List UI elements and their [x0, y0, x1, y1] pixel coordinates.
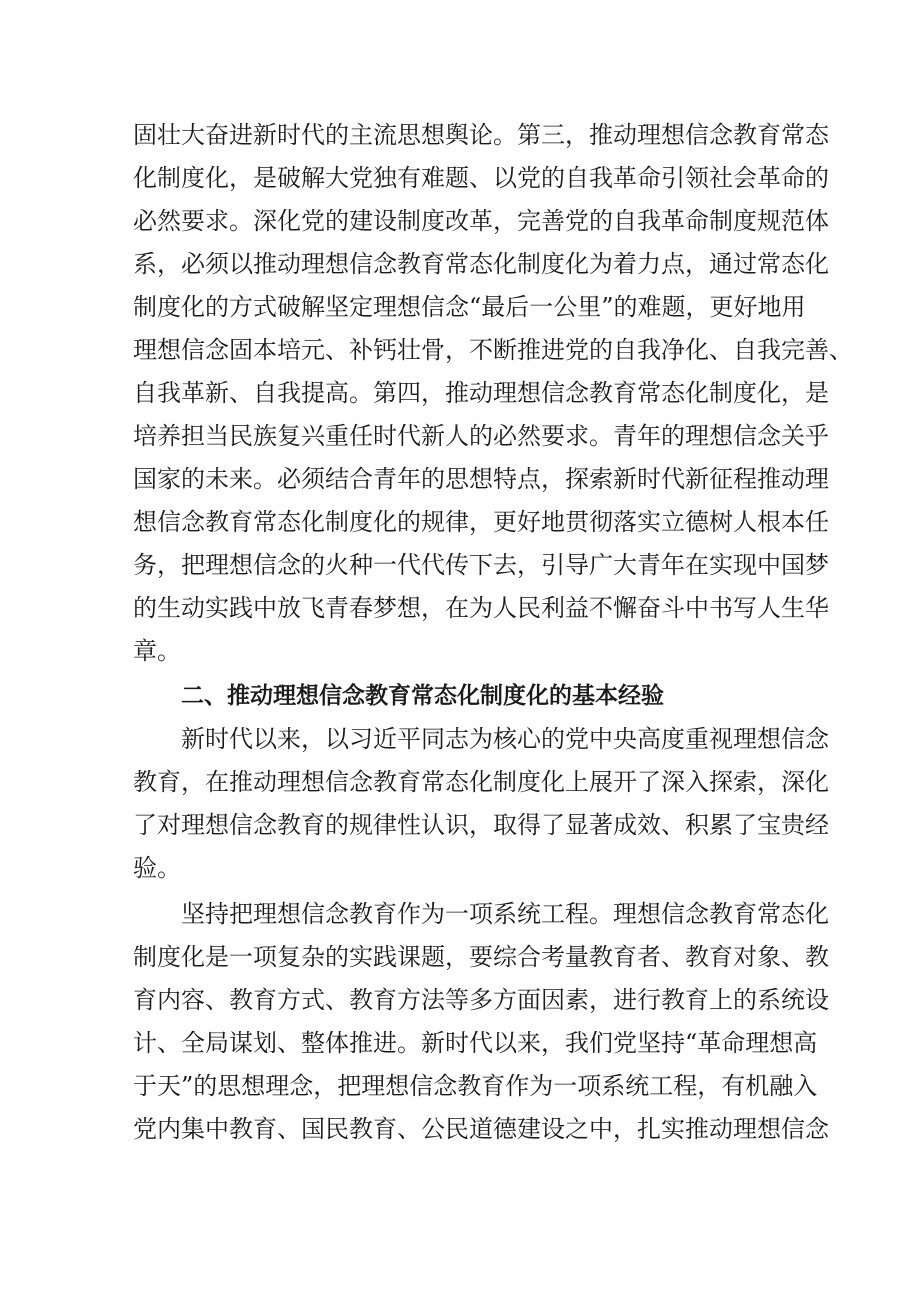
body-text-line: 坚持把理想信念教育作为一项系统工程。理想信念教育常态化 [181, 900, 829, 928]
section-heading: 二、推动理想信念教育常态化制度化的基本经验 [181, 683, 664, 709]
body-text-line: 系，必须以推动理想信念教育常态化制度化为着力点，通过常态化 [133, 250, 829, 278]
body-text-line: 制度化是一项复杂的实践课题，要综合考量教育者、教育对象、教 [133, 943, 829, 971]
body-text-line: 教育，在推动理想信念教育常态化制度化上展开了深入探索，深化 [133, 768, 829, 796]
body-text-line: 计、全局谋划、整体推进。新时代以来，我们党坚持“革命理想高 [133, 1029, 818, 1057]
body-text-line: 固壮大奋进新时代的主流思想舆论。第三，推动理想信念教育常态 [133, 121, 829, 149]
body-text-line: 于天”的思想理念，把理想信念教育作为一项系统工程，有机融入 [133, 1072, 818, 1100]
body-text-line: 新时代以来，以习近平同志为核心的党中央高度重视理想信念 [181, 725, 829, 753]
body-text-line: 的生动实践中放飞青春梦想，在为人民利益不懈奋斗中书写人生华 [133, 594, 829, 622]
body-text-line: 章。 [133, 637, 181, 665]
body-text-line: 验。 [133, 854, 181, 882]
body-text-line: 了对理想信念教育的规律性认识，取得了显著成效、积累了宝贵经 [133, 811, 829, 839]
body-text-line: 想信念教育常态化制度化的规律，更好地贯彻落实立德树人根本任 [133, 508, 829, 536]
body-text-line: 自我革新、自我提高。第四，推动理想信念教育常态化制度化，是 [133, 379, 829, 407]
body-text-line: 培养担当民族复兴重任时代新人的必然要求。青年的理想信念关乎 [133, 422, 829, 450]
body-text-line: 党内集中教育、国民教育、公民道德建设之中，扎实推动理想信念 [133, 1115, 829, 1143]
body-text-line: 化制度化，是破解大党独有难题、以党的自我革命引领社会革命的 [133, 164, 829, 192]
body-text-line: 国家的未来。必须结合青年的思想特点，探索新时代新征程推动理 [133, 465, 829, 493]
body-text-line: 制度化的方式破解坚定理想信念“最后一公里”的难题，更好地用 [133, 293, 806, 321]
body-text-line: 务，把理想信念的火种一代代传下去，引导广大青年在实现中国梦 [133, 551, 829, 579]
body-text-line: 育内容、教育方式、教育方法等多方面因素，进行教育上的系统设 [133, 986, 829, 1014]
body-text-line: 理想信念固本培元、补钙壮骨，不断推进党的自我净化、自我完善、 [133, 336, 853, 364]
body-text-line: 必然要求。深化党的建设制度改革，完善党的自我革命制度规范体 [133, 207, 829, 235]
